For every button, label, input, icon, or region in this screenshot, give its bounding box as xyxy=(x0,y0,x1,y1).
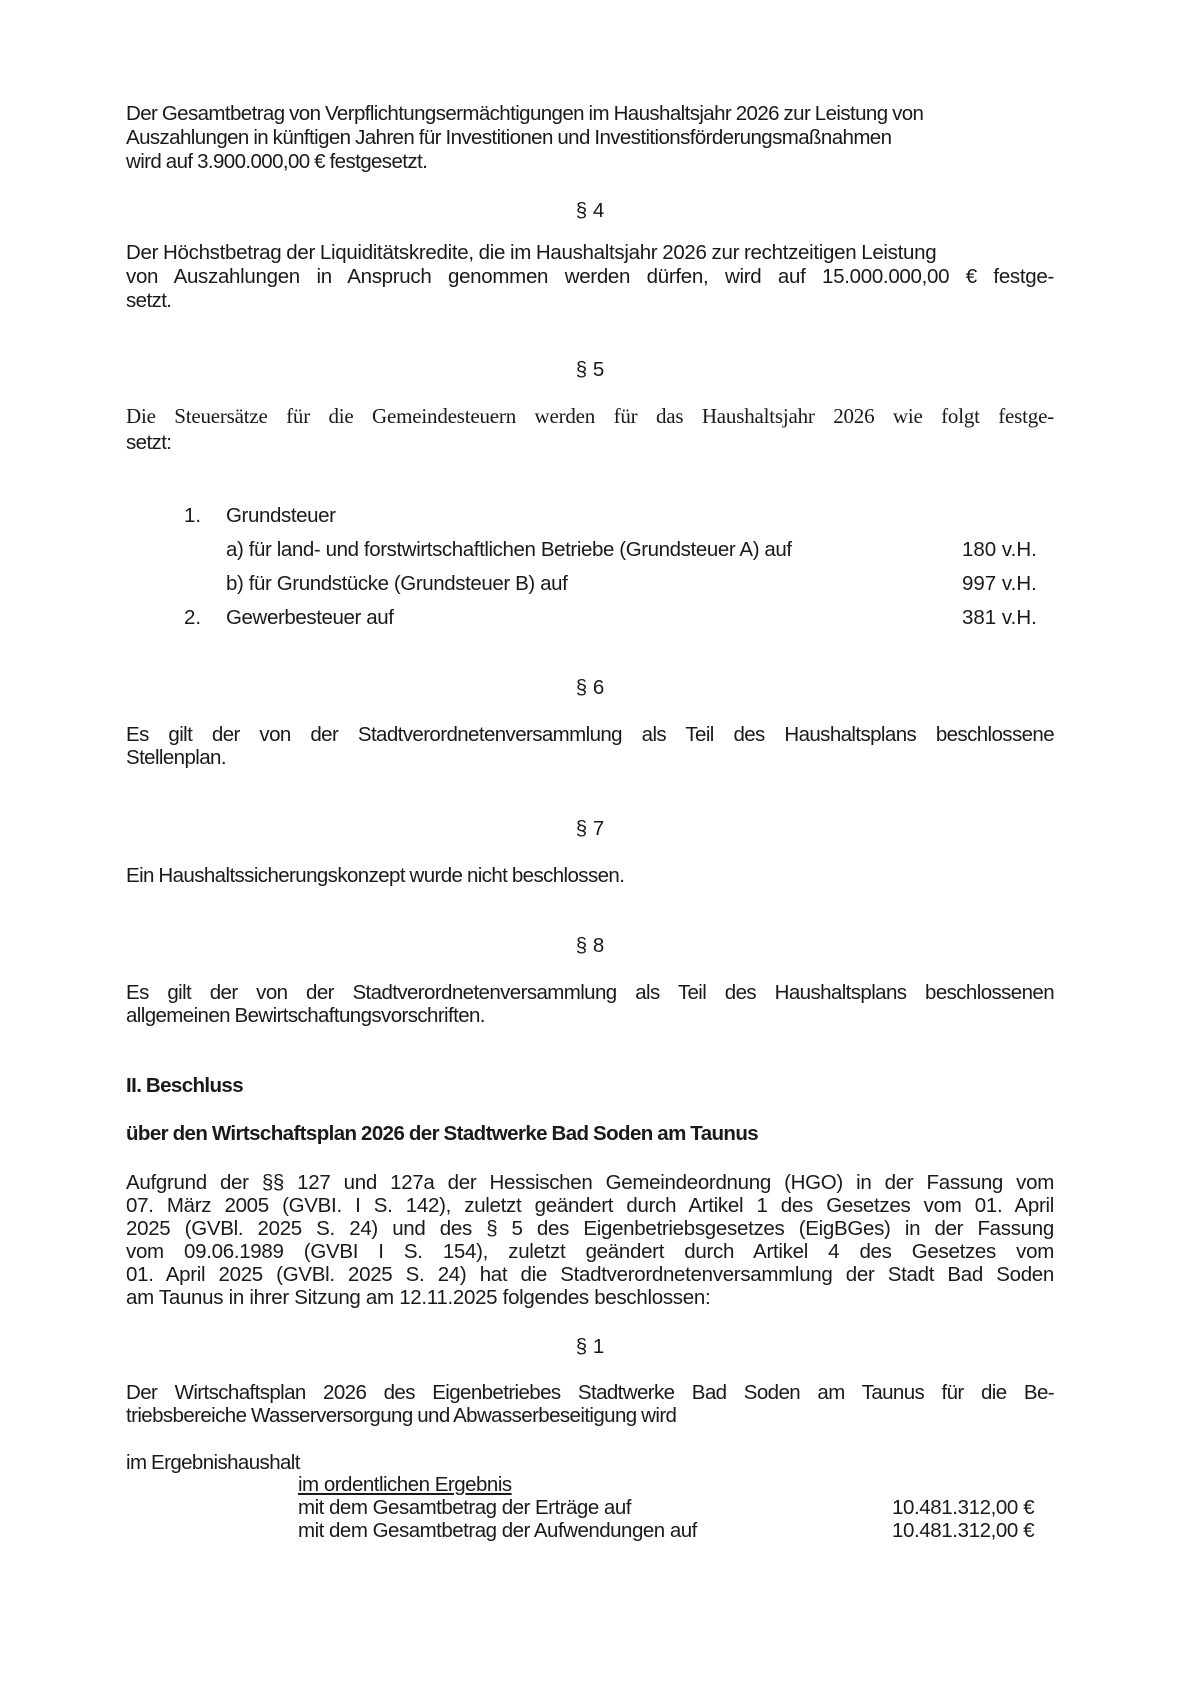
text-line: Es gilt der von der Stadtverordnetenversammlung als Teil des Haushaltsplans beschlossenen xyxy=(126,981,1054,1004)
section-heading-s8: § 8 xyxy=(575,934,605,957)
text-line: wird auf 3.900.000,00 € festgesetzt. xyxy=(126,150,428,173)
rate-grundsteuer-a: 180 v.H. xyxy=(962,538,1037,561)
section-title-beschluss: II. Beschluss xyxy=(126,1074,244,1097)
section-heading-w1: § 1 xyxy=(575,1335,605,1358)
list-number: 1. xyxy=(184,504,202,527)
text-line: setzt: xyxy=(126,431,172,454)
text-line: von Auszahlungen in Anspruch genommen werden dürfen, wird auf 15.000.000,00 € festge- xyxy=(126,265,1054,288)
text-line: vom 09.06.1989 (GVBI I S. 154), zuletzt geändert durch Artikel 4 des Gesetzes vom xyxy=(126,1240,1054,1263)
ertraege-amount: 10.481.312,00 € xyxy=(892,1496,1035,1519)
section-heading-s4: § 4 xyxy=(575,199,605,222)
text-line: Es gilt der von der Stadtverordnetenversammlung als Teil des Haushaltsplans beschlossene xyxy=(126,723,1054,746)
list-item-grundsteuer-a: a) für land- und forstwirtschaftlichen Betriebe (Grundsteuer A) auf xyxy=(226,538,792,561)
text-line: Aufgrund der §§ 127 und 127a der Hessischen Gemeindeordnung (HGO) in der Fassung vom xyxy=(126,1171,1054,1194)
text-line: 01. April 2025 (GVBl. 2025 S. 24) hat die Stadtverordnetenversammlung der Stadt Bad Soden xyxy=(126,1263,1054,1286)
list-item-grundsteuer: Grundsteuer xyxy=(226,504,336,527)
section-heading-s5: § 5 xyxy=(575,358,605,381)
text-line: 07. März 2005 (GVBI. I S. 142), zuletzt geändert durch Artikel 1 des Gesetzes vom 01. April xyxy=(126,1194,1054,1217)
aufwendungen-label: mit dem Gesamtbetrag der Aufwendungen auf xyxy=(298,1519,697,1542)
text-line: Der Gesamtbetrag von Verpflichtungsermächtigungen im Haushaltsjahr 2026 zur Leistung von xyxy=(126,102,924,125)
rate-gewerbesteuer: 381 v.H. xyxy=(962,606,1037,629)
ordentliches-ergebnis-label: im ordentlichen Ergebnis xyxy=(298,1473,512,1496)
aufwendungen-amount: 10.481.312,00 € xyxy=(892,1519,1035,1542)
section-heading-s6: § 6 xyxy=(575,676,605,699)
text-line: Der Höchstbetrag der Liquiditätskredite, die im Haushaltsjahr 2026 zur rechtzeitigen Leistung xyxy=(126,241,937,264)
text-line: setzt. xyxy=(126,289,172,312)
section-heading-s7: § 7 xyxy=(575,817,605,840)
list-item-gewerbesteuer: Gewerbesteuer auf xyxy=(226,606,394,629)
text-line: triebsbereiche Wasserversorgung und Abwasserbeseitigung wird xyxy=(126,1404,677,1427)
list-number: 2. xyxy=(184,606,202,629)
text-line: Der Wirtschaftsplan 2026 des Eigenbetriebes Stadtwerke Bad Soden am Taunus für die Be- xyxy=(126,1381,1054,1404)
ertraege-label: mit dem Gesamtbetrag der Erträge auf xyxy=(298,1496,631,1519)
text-line: am Taunus in ihrer Sitzung am 12.11.2025 folgendes beschlossen: xyxy=(126,1286,711,1309)
paragraph-haushaltssicherungskonzept: Ein Haushaltssicherungskonzept wurde nicht beschlossen. xyxy=(126,864,625,887)
ergebnishaushalt-label: im Ergebnishaushalt xyxy=(126,1451,300,1474)
list-item-grundsteuer-b: b) für Grundstücke (Grundsteuer B) auf xyxy=(226,572,568,595)
section-subtitle-wirtschaftsplan: über den Wirtschaftsplan 2026 der Stadtwerke Bad Soden am Taunus xyxy=(126,1122,759,1145)
text-line: 2025 (GVBl. 2025 S. 24) und des § 5 des Eigenbetriebsgesetzes (EigBGes) in der Fassung xyxy=(126,1217,1054,1240)
text-line: allgemeinen Bewirtschaftungsvorschriften. xyxy=(126,1004,485,1027)
rate-grundsteuer-b: 997 v.H. xyxy=(962,572,1037,595)
text-line: Stellenplan. xyxy=(126,746,226,769)
text-line: Die Steuersätze für die Gemeindesteuern werden für das Haushaltsjahr 2026 wie folgt festge- xyxy=(126,404,1054,428)
text-line: Auszahlungen in künftigen Jahren für Investitionen und Investitionsförderungsmaßnahmen xyxy=(126,126,892,149)
